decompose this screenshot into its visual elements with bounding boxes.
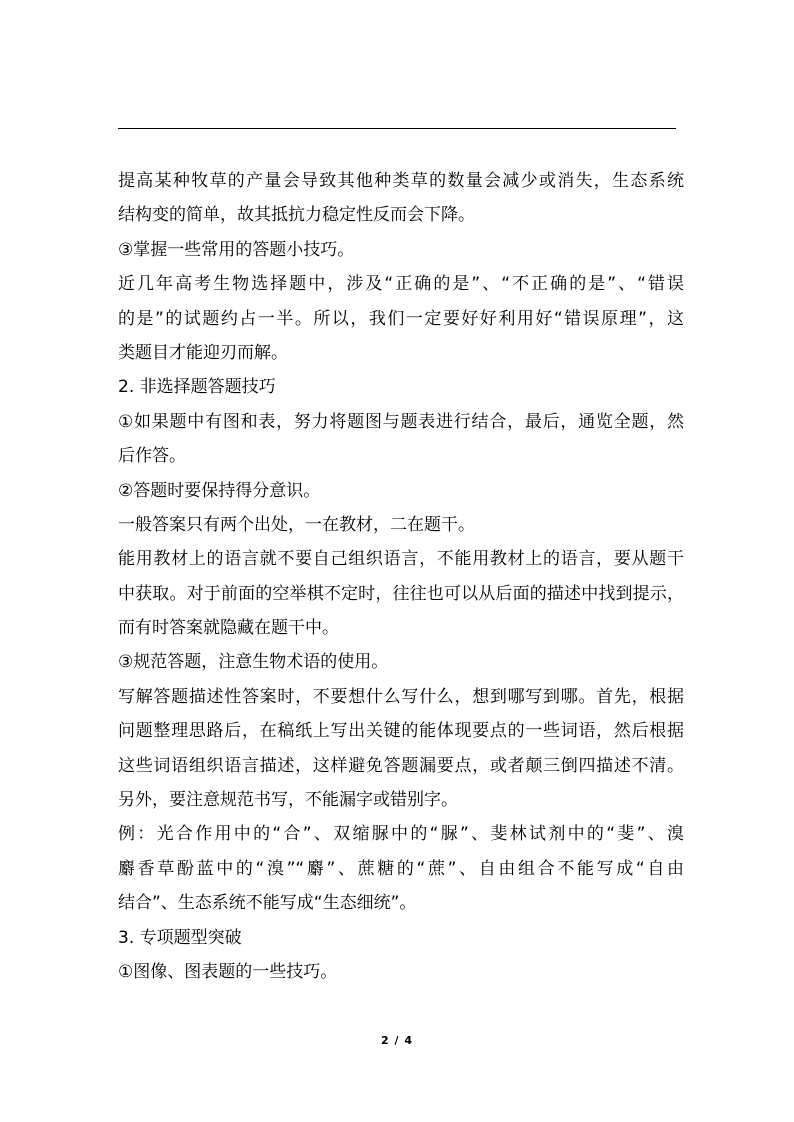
paragraph-line: 另外，要注意规范书写，不能漏字或错别字。: [118, 790, 458, 811]
paragraph-line: 能用教材上的语言就不要自己组织语言，不能用教材上的语言，要从题干: [118, 549, 684, 570]
paragraph-line: 一般答案只有两个出处，一在教材，二在题干。: [118, 514, 475, 535]
section-heading: 3. 专项题型突破: [118, 927, 242, 948]
paragraph-line: 中获取。对于前面的空举棋不定时，往往也可以从后面的描述中找到提示，: [118, 583, 684, 604]
paragraph-line: 近几年高考生物选择题中，涉及“正确的是”、“不正确的是”、“错误: [118, 274, 684, 295]
paragraph-line: ①图像、图表题的一些技巧。: [118, 961, 338, 982]
paragraph-line: 麝香草酚蓝中的“溴”“麝”、蔗糖的“蔗”、自由组合不能写成“自由: [118, 858, 684, 879]
page-number: 2 / 4: [381, 1034, 413, 1047]
paragraph-line: 提高某种牧草的产量会导致其他种类草的数量会减少或消失，生态系统: [118, 171, 684, 191]
paragraph-line: 问题整理思路后，在稿纸上写出关键的能体现要点的一些词语，然后根据: [118, 721, 684, 742]
paragraph-line: 的是”的试题约占一半。所以，我们一定要好好利用好“错误原理”，这: [118, 308, 684, 329]
section-heading: 2. 非选择题答题技巧: [118, 377, 276, 398]
paragraph-line: 而有时答案就隐藏在题干中。: [118, 618, 339, 639]
paragraph-line: 后作答。: [118, 446, 186, 467]
paragraph-line: 结合”、生态系统不能写成“生态细统”。: [118, 893, 417, 914]
header-rule: [118, 128, 676, 129]
paragraph-line: ③规范答题，注意生物术语的使用。: [118, 652, 389, 673]
paragraph-line: ①如果题中有图和表，努力将题图与题表进行结合，最后，通览全题，然: [118, 411, 684, 432]
document-body: [118, 164, 684, 989]
paragraph-line: ③掌握一些常用的答题小技巧。: [118, 239, 355, 260]
paragraph-line: 这些词语组织语言描述，这样避免答题漏要点，或者颠三倒四描述不清。: [118, 755, 684, 776]
paragraph-line: 结构变的简单，故其抵抗力稳定性反而会下降。: [118, 205, 475, 226]
paragraph-line: 类题目才能迎刃而解。: [118, 342, 288, 363]
paragraph-line: 例：光合作用中的“合”、双缩脲中的“脲”、斐林试剂中的“斐”、溴: [118, 824, 684, 845]
paragraph-line: ②答题时要保持得分意识。: [118, 480, 321, 501]
paragraph-line: 写解答题描述性答案时，不要想什么写什么，想到哪写到哪。首先，根据: [118, 686, 684, 707]
